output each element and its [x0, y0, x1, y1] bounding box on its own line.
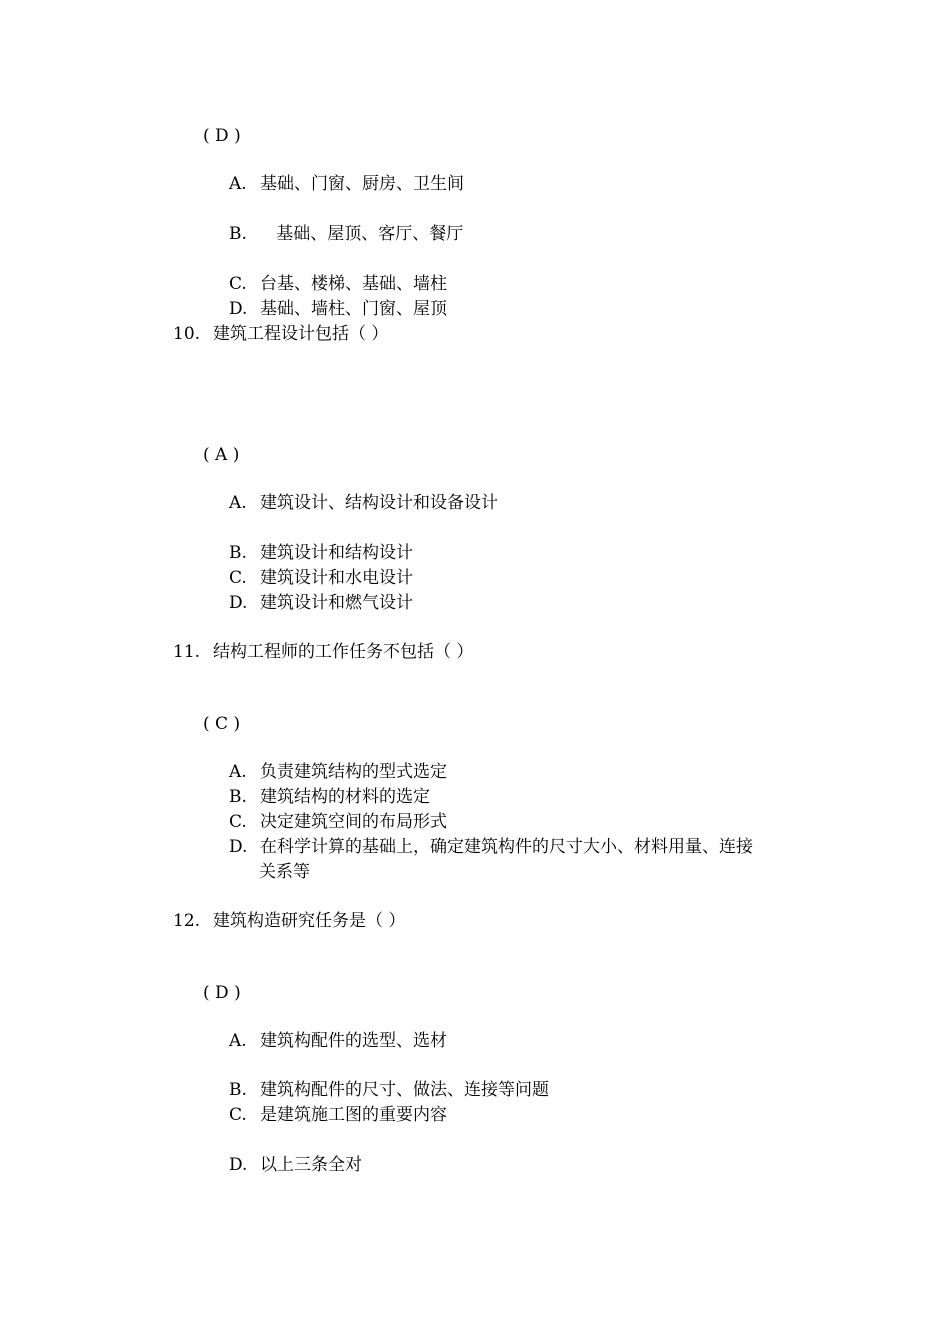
- option-text: 台基、楼梯、基础、墙柱: [260, 274, 447, 294]
- option-letter: D.: [229, 299, 248, 319]
- option-text: 基础、门窗、厨房、卫生间: [260, 174, 464, 194]
- option-q10-a: [229, 491, 498, 515]
- option-letter: D.: [229, 837, 248, 857]
- option-letter: B.: [229, 224, 247, 244]
- option-letter: C.: [229, 812, 247, 832]
- option-text: 是建筑施工图的重要内容: [260, 1105, 447, 1125]
- option-letter: A.: [229, 174, 247, 194]
- option-letter: D.: [229, 1155, 248, 1175]
- option-letter: C.: [229, 1105, 247, 1125]
- option-q10-b: [229, 541, 413, 565]
- option-q11-d-continued: 关系等: [259, 862, 310, 882]
- option-letter: C.: [229, 568, 247, 588]
- question-number: 12.: [173, 911, 201, 931]
- question-12: [173, 909, 405, 933]
- option-q9-b: [229, 222, 463, 246]
- option-letter: D.: [229, 593, 248, 613]
- option-text: 在科学计算的基础上，确定建筑构件的尺寸大小、材料用量、连接: [260, 837, 753, 857]
- option-q9-a: [229, 172, 464, 196]
- option-text: 基础、屋顶、客厅、餐厅: [260, 224, 464, 244]
- option-q12-b: [229, 1078, 549, 1102]
- option-text: 以上三条全对: [260, 1155, 362, 1175]
- option-q9-c: [229, 272, 447, 296]
- option-q12-c: [229, 1103, 447, 1127]
- question-text: 建筑构造研究任务是（ ）: [213, 911, 406, 931]
- question-10: [173, 322, 388, 346]
- answer-q10: ( A ): [203, 445, 240, 465]
- option-letter: B.: [229, 1080, 247, 1100]
- option-q10-d: [229, 591, 413, 615]
- option-q11-d: [229, 835, 753, 859]
- option-letter: A.: [229, 762, 247, 782]
- question-number: 11.: [173, 642, 201, 662]
- option-text: 建筑构配件的尺寸、做法、连接等问题: [260, 1080, 549, 1100]
- option-q11-b: [229, 785, 430, 809]
- question-number: 10.: [173, 324, 201, 344]
- option-text: 建筑构配件的选型、选材: [260, 1031, 447, 1051]
- option-q10-c: [229, 566, 413, 590]
- option-text: 建筑设计、结构设计和设备设计: [260, 493, 498, 513]
- option-text: 负责建筑结构的型式选定: [260, 762, 447, 782]
- option-q12-a: [229, 1029, 447, 1053]
- answer-q11: ( C ): [203, 714, 241, 734]
- option-letter: B.: [229, 787, 247, 807]
- option-letter: A.: [229, 493, 247, 513]
- option-text: 建筑设计和水电设计: [260, 568, 413, 588]
- option-letter: C.: [229, 274, 247, 294]
- option-q12-d: [229, 1153, 362, 1177]
- question-11: [173, 640, 473, 664]
- option-text: 建筑设计和燃气设计: [260, 593, 413, 613]
- option-text: 建筑设计和结构设计: [260, 543, 413, 563]
- option-q11-a: [229, 760, 447, 784]
- option-q9-d: [229, 297, 447, 321]
- question-text: 建筑工程设计包括（ ）: [213, 324, 389, 344]
- option-letter: B.: [229, 543, 247, 563]
- option-q11-c: [229, 810, 447, 834]
- option-text: 建筑结构的材料的选定: [260, 787, 430, 807]
- option-text: 决定建筑空间的布局形式: [260, 812, 447, 832]
- option-text: 基础、墙柱、门窗、屋顶: [260, 299, 447, 319]
- answer-q12: ( D ): [203, 983, 241, 1003]
- option-letter: A.: [229, 1031, 247, 1051]
- question-text: 结构工程师的工作任务不包括（ ）: [213, 642, 474, 662]
- answer-q9: ( D ): [203, 126, 241, 146]
